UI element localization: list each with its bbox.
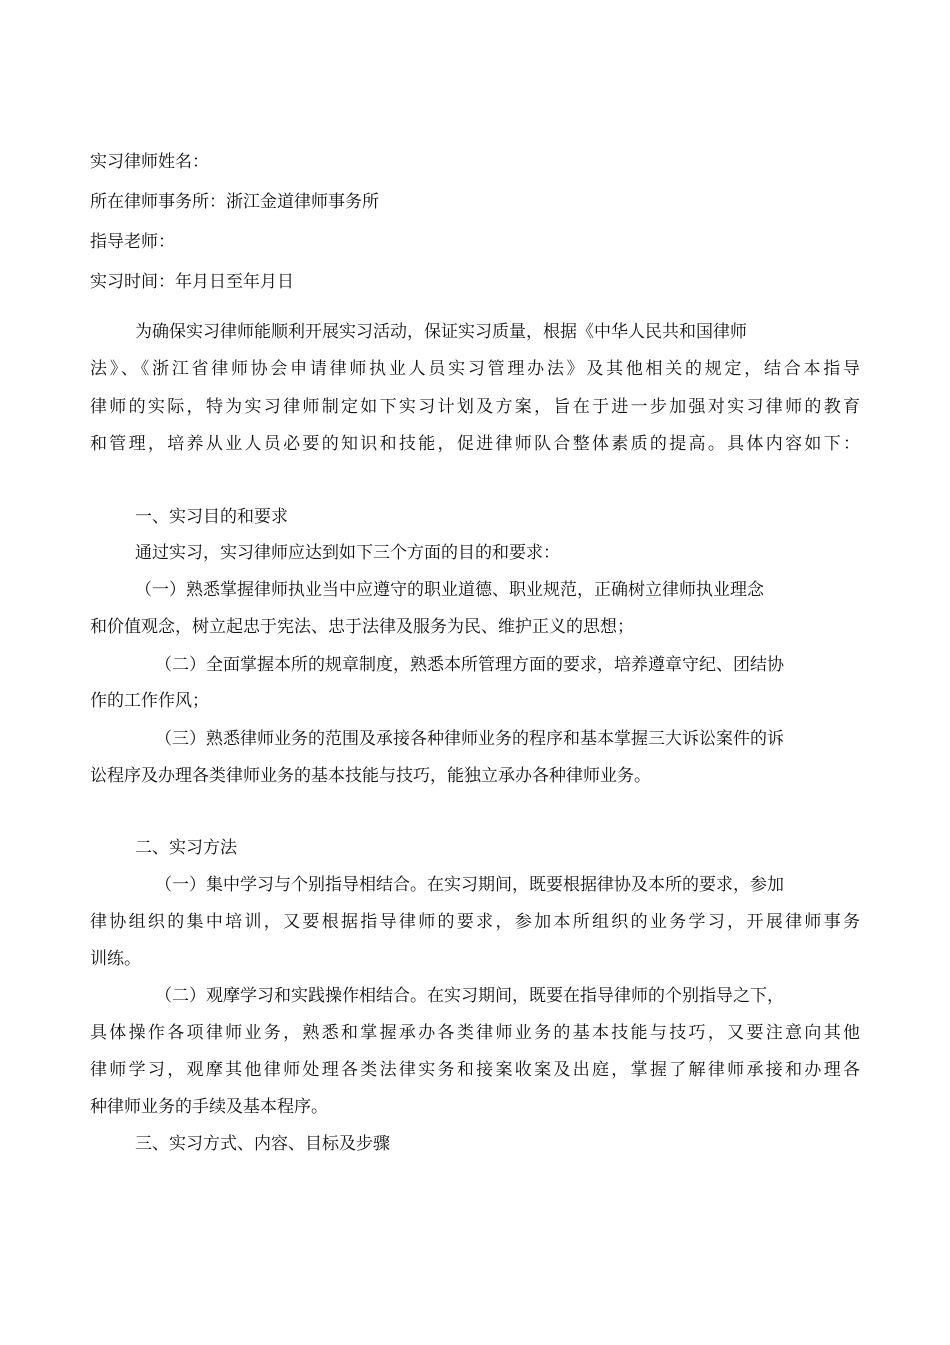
list-item-line: 和价值观念，树立起忠于宪法、忠于法律及服务为民、维护正义的思想； xyxy=(90,617,634,637)
section-heading: 二、实习方法 xyxy=(135,838,237,858)
section-lead-text: 通过实习，实习律师应达到如下三个方面的目的和要求： xyxy=(135,543,560,563)
section-heading: 一、实习目的和要求 xyxy=(135,507,288,527)
intern-name-label: 实习律师姓名： xyxy=(90,152,209,172)
list-item-line: （一）熟悉掌握律师执业当中应遵守的职业道德、职业规范，正确树立律师执业理念 xyxy=(135,580,764,600)
list-item-line: （一）集中学习与个别指导相结合。在实习期间，既要根据律协及本所的要求，参加 xyxy=(155,875,784,895)
internship-period-label: 实习时间：年月日至年月日 xyxy=(90,272,294,292)
mentor-label: 指导老师： xyxy=(90,232,175,252)
list-item-line: 律协组织的集中培训，又要根据指导律师的要求，参加本所组织的业务学习，开展律师事务 xyxy=(90,912,860,932)
list-item-line: 训练。 xyxy=(90,949,141,969)
list-item-line: （二）全面掌握本所的规章制度，熟悉本所管理方面的要求，培养遵章守纪、团结协 xyxy=(155,655,784,675)
list-item-line: 种律师业务的手续及基本程序。 xyxy=(90,1097,328,1117)
intro-paragraph-line: 和管理，培养从业人员必要的知识和技能，促进律师队合整体素质的提高。具体内容如下： xyxy=(90,434,860,454)
section-heading: 三、实习方式、内容、目标及步骤 xyxy=(135,1134,390,1154)
intro-paragraph-line: 为确保实习律师能顺利开展实习活动，保证实习质量，根据《中华人民共和国律师 xyxy=(135,322,747,342)
law-firm-label: 所在律师事务所：浙江金道律师事务所 xyxy=(90,192,379,212)
list-item-line: 讼程序及办理各类律师业务的基本技能与技巧，能独立承办各种律师业务。 xyxy=(90,766,651,786)
list-item-line: （二）观摩学习和实践操作相结合。在实习期间，既要在指导律师的个别指导之下， xyxy=(155,986,784,1006)
intro-paragraph-line: 律师的实际，特为实习律师制定如下实习计划及方案，旨在于进一步加强对实习律师的教育 xyxy=(90,397,860,417)
intro-paragraph-line: 法》、《浙江省律师协会申请律师执业人员实习管理办法》及其他相关的规定，结合本指导 xyxy=(90,359,860,379)
list-item-line: 具体操作各项律师业务，熟悉和掌握承办各类律师业务的基本技能与技巧，又要注意向其他 xyxy=(90,1023,860,1043)
list-item-line: 作的工作作风； xyxy=(90,691,209,711)
list-item-line: 律师学习，观摩其他律师处理各类法律实务和接案收案及出庭，掌握了解律师承接和办理各 xyxy=(90,1060,860,1080)
list-item-line: （三）熟悉律师业务的范围及承接各种律师业务的程序和基本掌握三大诉讼案件的诉 xyxy=(155,729,784,749)
